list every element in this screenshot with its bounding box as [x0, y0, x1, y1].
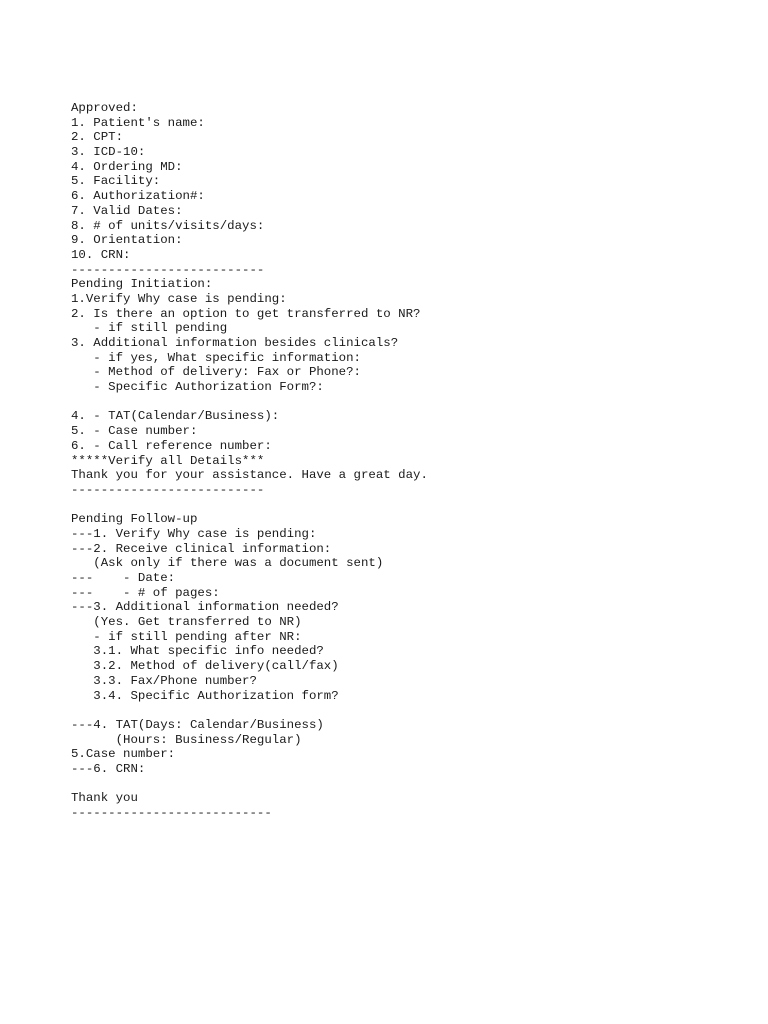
document-line: ---4. TAT(Days: Calendar/Business): [71, 717, 324, 732]
document-line: 6. Authorization#:: [71, 189, 205, 204]
document-line: (Hours: Business/Regular): [71, 732, 302, 747]
document-line: 7. Valid Dates:: [71, 203, 183, 218]
document-line: 4. - TAT(Calendar/Business):: [71, 409, 280, 424]
document-line: - if still pending after NR:: [71, 629, 302, 644]
document-line: 3.3. Fax/Phone number?: [71, 673, 257, 688]
document-body: [71, 101, 428, 821]
document-line: Thank you for your assistance. Have a great day.: [71, 468, 428, 483]
document-line: 4. Ordering MD:: [71, 159, 183, 174]
document-line: ---1. Verify Why case is pending:: [71, 526, 317, 541]
document-line: --- - Date:: [71, 571, 176, 585]
document-line: 10. CRN:: [71, 247, 131, 262]
document-line: 5.Case number:: [71, 747, 176, 762]
document-line: Pending Initiation:: [71, 277, 213, 292]
separator-line: --------------------------: [71, 262, 265, 277]
document-line: 1.Verify Why case is pending:: [71, 291, 287, 306]
document-line: 8. # of units/visits/days:: [71, 218, 265, 233]
document-line: 3.4. Specific Authorization form?: [71, 688, 339, 703]
document-line: (Yes. Get transferred to NR): [71, 615, 302, 630]
document-line: 6. - Call reference number:: [71, 438, 272, 453]
document-line: 3.2. Method of delivery(call/fax): [71, 659, 339, 674]
blank-line: [71, 395, 428, 410]
document-line: ---3. Additional information needed?: [71, 600, 339, 615]
document-line: 9. Orientation:: [71, 233, 183, 248]
blank-line: [71, 703, 428, 718]
blank-line: [71, 777, 428, 792]
document-line: 3.1. What specific info needed?: [71, 644, 324, 659]
document-line: ---6. CRN:: [71, 761, 146, 776]
separator-line: --------------------------: [71, 482, 265, 497]
document-line: - Specific Authorization Form?:: [71, 380, 324, 395]
document-line: *****Verify all Details***: [71, 453, 265, 468]
document-line: 3. ICD-10:: [71, 145, 146, 160]
document-line: 5. - Case number:: [71, 424, 198, 439]
document-line: ---2. Receive clinical information:: [71, 541, 332, 556]
document-line: 2. CPT:: [71, 130, 124, 145]
document-line: - if yes, What specific information:: [71, 350, 361, 365]
separator-line: ---------------------------: [71, 806, 272, 820]
document-line: 1. Patient's name:: [71, 115, 205, 130]
document-line: (Ask only if there was a document sent): [71, 556, 384, 571]
document-line: 3. Additional information besides clinicals?: [71, 336, 399, 350]
document-line: - if still pending: [71, 321, 228, 336]
document-line: --- - # of pages:: [71, 585, 220, 600]
document-line: - Method of delivery: Fax or Phone?:: [71, 365, 361, 380]
document-line: 5. Facility:: [71, 174, 161, 189]
document-line: Approved:: [71, 101, 138, 115]
blank-line: [71, 498, 428, 513]
document-line: Pending Follow-up: [71, 512, 198, 527]
document-line: Thank you: [71, 791, 138, 806]
document-line: 2. Is there an option to get transferred to NR?: [71, 306, 421, 321]
